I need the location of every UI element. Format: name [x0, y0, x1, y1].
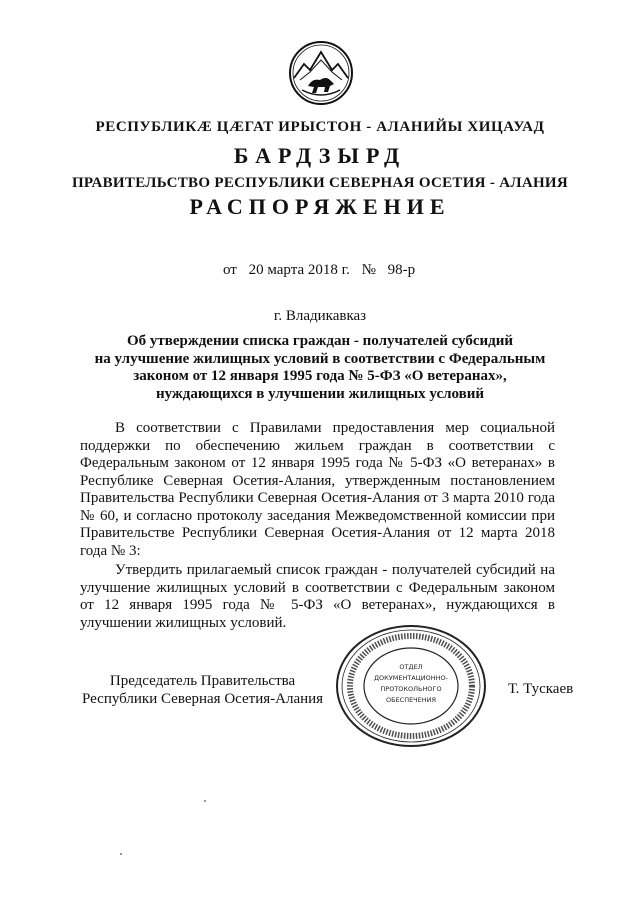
header-bardzyrd: БАРДЗЫРД — [233, 143, 407, 168]
scan-speck — [204, 800, 206, 802]
title-line: нуждающихся в улучшении жилищных условий — [155, 385, 485, 402]
signatory-position-line: Республики Северная Осетия-Алания — [82, 691, 324, 707]
scan-speck — [120, 853, 122, 855]
document-title — [80, 333, 560, 403]
stamp-center-line: ОТДЕЛ — [399, 663, 423, 671]
dateline-from: от — [223, 262, 237, 278]
header-ossetian-title: РЕСПУБЛИКӔ ЦӔГАТ ИРЫСТОН - АЛАНИЙЫ ХИЦАУАД — [95, 119, 545, 135]
stamp-center-line: ОБЕСПЕЧЕНИЯ — [385, 696, 437, 704]
republic-emblem-icon — [288, 40, 354, 106]
title-line: Об утверждении списка граждан - получателей субсидий — [126, 333, 514, 349]
preamble-paragraph: В соответствии с Правилами предоставления мер социальной поддержки по обеспечению жильем граждан в соответствии с Федеральным законом от 12 января 1995 года № 5-ФЗ «О ветеранах» в Республике Северная Осетия-Алания, утвержденным постановлением Правительства Республики Северная Осетия-Алания от 3 марта 2010 года № 60, и согласно протоколу заседания Межведомственной комиссии при Правительстве Республики Северная Осетия-Алания от 12 марта 2018 года № 3: — [80, 420, 555, 559]
resolution-paragraph: Утвердить прилагаемый список граждан - получателей субсидий на улучшение жилищных условий в соответствии с Федеральным законом от 12 января 1995 года № 5-ФЗ «О ветеранах», нуждающихся в улучшении жилищных условий. — [80, 562, 555, 631]
title-line: на улучшение жилищных условий в соответствии с Федеральным — [94, 350, 546, 367]
stamp-center-line: ПРОТОКОЛЬНОГО — [380, 685, 442, 693]
title-line: законом от 12 января 1995 года № 5-ФЗ «О ветеранах», — [133, 368, 507, 384]
document-date: 20 марта 2018 г. — [248, 262, 350, 278]
signatory-position — [82, 672, 323, 708]
header-order-title: РАСПОРЯЖЕНИЕ — [189, 194, 451, 219]
stamp-center-line: ДОКУМЕНТАЦИОННО- — [373, 674, 449, 682]
document-number: 98-р — [387, 262, 416, 278]
signatory-position-line: Председатель Правительства — [109, 673, 296, 689]
document-city: г. Владикавказ — [273, 308, 367, 324]
official-stamp — [332, 622, 490, 750]
signatory-name: Т. Тускаев — [508, 681, 574, 697]
header-government-title: ПРАВИТЕЛЬСТВО РЕСПУБЛИКИ СЕВЕРНАЯ ОСЕТИЯ - АЛАНИЯ — [71, 175, 569, 191]
document-dateline — [223, 262, 423, 279]
number-sign: № — [361, 262, 376, 278]
